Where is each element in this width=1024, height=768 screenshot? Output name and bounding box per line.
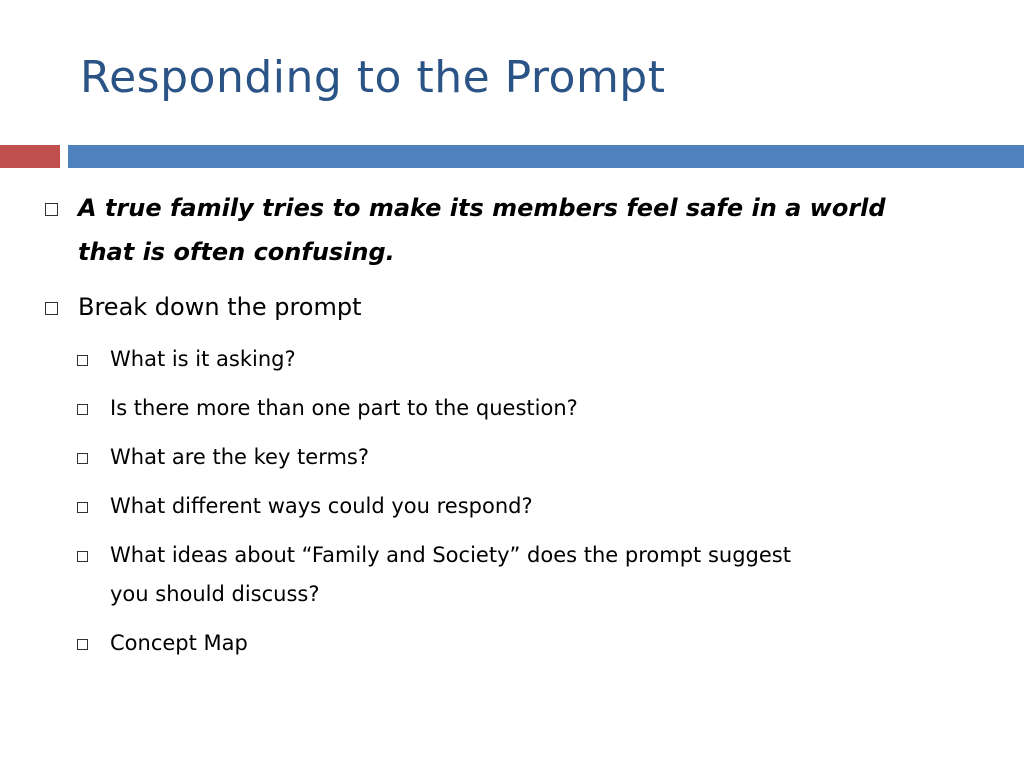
hollow-square-icon: [77, 639, 88, 650]
bullet-break-down-label: Break down the prompt: [78, 293, 362, 321]
hollow-square-icon: [77, 453, 88, 464]
sub-bullet-family-society: [110, 536, 791, 574]
sub-bullet-asking: [110, 340, 296, 378]
slide-title: Responding to the Prompt: [80, 52, 666, 103]
sub-bullet-label-line-2: you should discuss?: [110, 582, 320, 606]
sub-bullet-label: Is there more than one part to the question?: [110, 396, 578, 420]
sub-bullet-different-ways: [110, 487, 533, 525]
bullet-quote-line-2: that is often confusing.: [78, 238, 395, 266]
bullet-break-down: [78, 285, 362, 329]
hollow-square-icon: [77, 551, 88, 562]
sub-bullet-family-society-continuation: [110, 575, 320, 613]
sub-bullet-label: What are the key terms?: [110, 445, 370, 469]
hollow-square-icon: [77, 404, 88, 415]
sub-bullet-label: What is it asking?: [110, 347, 296, 371]
bullet-quote: [78, 186, 886, 230]
bullet-quote-line-1: A true family tries to make its members feel safe in a world: [78, 194, 886, 222]
hollow-square-icon: [45, 302, 58, 315]
bullet-quote-continuation: [78, 230, 395, 274]
sub-bullet-more-than-one-part: [110, 389, 578, 427]
sub-bullet-label-line-1: What ideas about “Family and Society” does the prompt suggest: [110, 543, 791, 567]
hollow-square-icon: [45, 203, 58, 216]
sub-bullet-label: Concept Map: [110, 631, 248, 655]
sub-bullet-label: What different ways could you respond?: [110, 494, 533, 518]
hollow-square-icon: [77, 502, 88, 513]
sub-bullet-key-terms: [110, 438, 369, 476]
hollow-square-icon: [77, 355, 88, 366]
sub-bullet-concept-map: [110, 624, 248, 662]
